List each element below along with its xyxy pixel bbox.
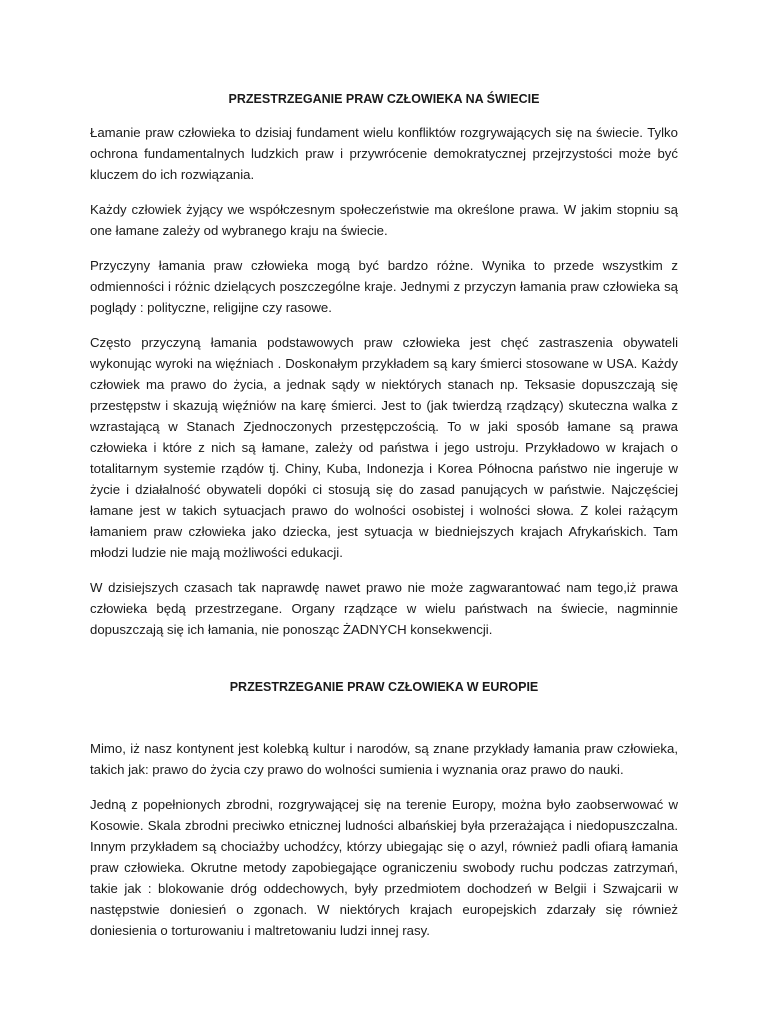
document-body bbox=[90, 92, 678, 955]
section-europe bbox=[90, 680, 678, 941]
paragraph: Każdy człowiek żyjący we współczesnym społeczeństwie ma określone prawa. W jakim stopniu są one łamane zależy od wybranego kraju na świecie. bbox=[90, 202, 678, 238]
paragraph: Mimo, iż nasz kontynent jest kolebką kultur i narodów, są znane przykłady łamania praw człowieka, takich jak: prawo do życia czy prawo do wolności sumienia i wyznania oraz prawo do nauki. bbox=[90, 741, 678, 777]
paragraph: Łamanie praw człowieka to dzisiaj fundament wielu konfliktów rozgrywających się na świecie. Tylko ochrona fundamentalnych ludzkich praw i przywrócenie demokratycznej przejrzystości może być kluczem do ich rozwiązania. bbox=[90, 125, 678, 182]
paragraph: W dzisiejszych czasach tak naprawdę nawet prawo nie może zagwarantować nam tego,iż prawa człowieka będą przestrzegane. Organy rządzące w wielu państwach na świecie, nagminnie dopuszczają się ich łamania, nie ponosząc ŻADNYCH konsekwencji. bbox=[90, 580, 678, 637]
section-world bbox=[90, 92, 678, 640]
paragraph: Jedną z popełnionych zbrodni, rozgrywającej się na terenie Europy, można było zaobserwować w Kosowie. Skala zbrodni preciwko etnicznej ludności albańskiej była przerażająca i niedopuszczalna. Innym przykładem są chociażby uchodźcy, którzy ubiegając się o azyl, również padli ofiarą łamania praw człowieka. Okrutne metody zapobiegające ograniczeniu swobody ruchu podczas zatrzymań, takie jak : blokowanie dróg oddechowych, były przedmiotem dochodzeń w Belgii i Szwajcarii w następstwie doniesień o zgonach. W niektórych krajach europejskich zdarzały się również doniesienia o torturowaniu i maltretowaniu ludzi innej rasy. bbox=[90, 797, 678, 938]
paragraph: Przyczyny łamania praw człowieka mogą być bardzo różne. Wynika to przede wszystkim z odmienności i różnic dzielących poszczególne kraje. Jednymi z przyczyn łamania praw człowieka są poglądy : polityczne, religijne czy rasowe. bbox=[90, 258, 678, 315]
section-title-europe: PRZESTRZEGANIE PRAW CZŁOWIEKA W EUROPIE bbox=[229, 680, 539, 694]
section-title-world: PRZESTRZEGANIE PRAW CZŁOWIEKA NA ŚWIECIE bbox=[228, 92, 540, 106]
paragraph: Często przyczyną łamania podstawowych praw człowieka jest chęć zastraszenia obywateli wykonując wyroki na więźniach . Doskonałym przykładem są kary śmierci stosowane w USA. Każdy człowiek ma prawo do życia, a jednak sądy w niektórych stanach np. Teksasie dopuszczają się przestępstw i skazują więźniów na karę śmierci. Jest to (jak twierdzą rządzący) skuteczna walka z wzrastającą w Stanach Zjednoczonych przestępczością. To w jaki sposób łamane są prawa człowieka i które z nich są łamane, zależy od państwa i jego ustroju. Przykładowo w krajach o totalitarnym systemie rządów tj. Chiny, Kuba, Indonezja i Korea Północna państwo nie ingeruje w życie i działalność obywateli dopóki ci stosują się do zasad panujących w państwie. Najczęściej łamane jest w takich sytuacjach prawo do wolności osobistej i wolności słowa. Z kolei rażącym łamaniem praw człowieka jako dziecka, jest sytuacja w biedniejszych krajach Afrykańskich. Tam młodzi ludzie nie mają możliwości edukacji. bbox=[90, 335, 678, 560]
